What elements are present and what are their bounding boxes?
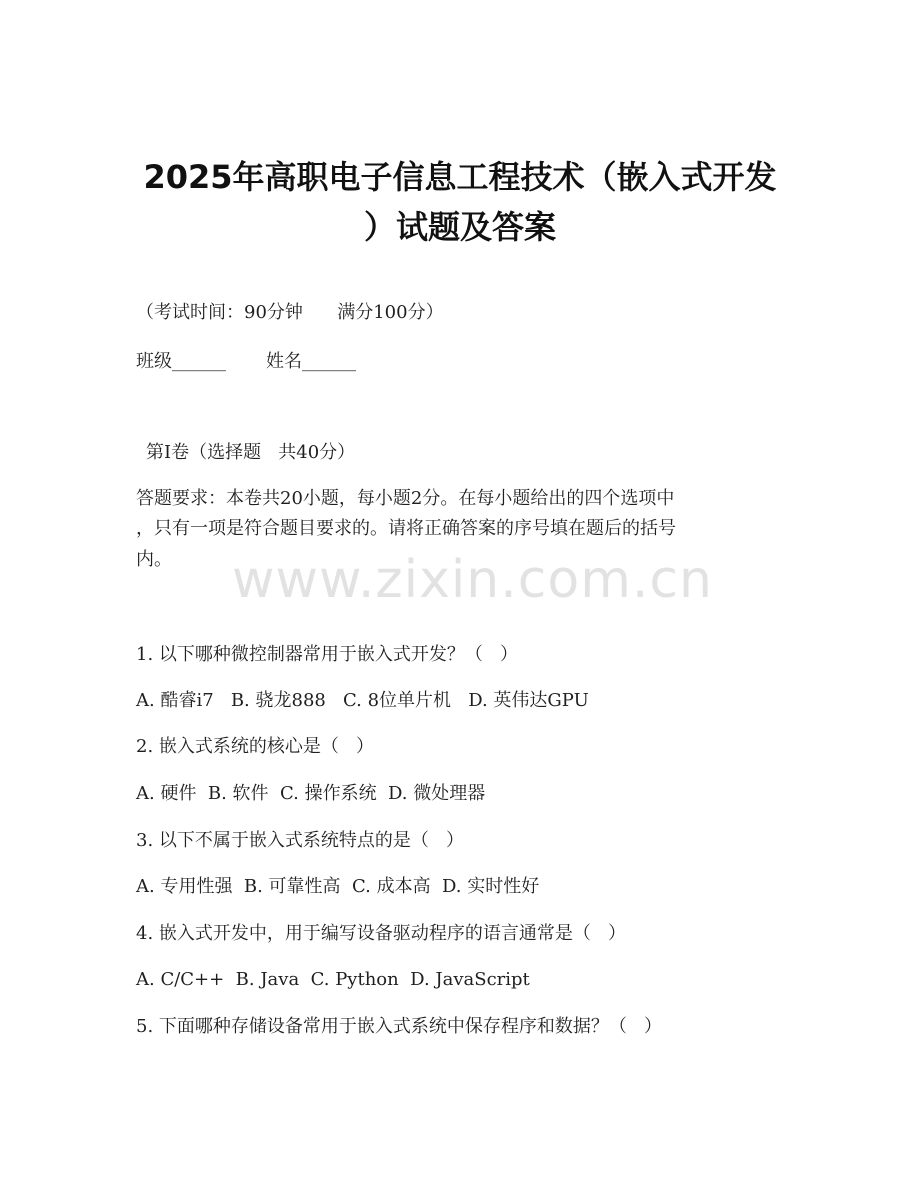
instructions-line-3: 内。 <box>136 549 172 570</box>
question-3-stem: 3. 以下不属于嵌入式系统特点的是（ ） <box>136 830 465 851</box>
instructions-line-1: 答题要求：本卷共20小题，每小题2分。在每小题给出的四个选项中 <box>136 488 675 509</box>
question-4-options: A. C/C++ B. Java C. Python D. JavaScript <box>136 969 530 990</box>
question-5-stem: 5. 下面哪种存储设备常用于嵌入式系统中保存程序和数据？（ ） <box>136 1016 663 1037</box>
section-heading: 第Ⅰ卷（选择题 共40分） <box>146 442 356 463</box>
question-2-options: A. 硬件 B. 软件 C. 操作系统 D. 微处理器 <box>136 783 486 804</box>
page-title-line-2: ）试题及答案 <box>363 208 556 246</box>
page-title-line-1: 2025年高职电子信息工程技术（嵌入式开发 <box>143 158 777 196</box>
class-name-line: 班级______ 姓名______ <box>136 351 357 372</box>
exam-info: （考试时间：90分钟 满分100分） <box>136 302 444 323</box>
question-4-stem: 4. 嵌入式开发中，用于编写设备驱动程序的语言通常是（ ） <box>136 923 627 944</box>
instructions-line-2: ，只有一项是符合题目要求的。请将正确答案的序号填在题后的括号 <box>136 518 676 539</box>
question-2-stem: 2. 嵌入式系统的核心是（ ） <box>136 736 375 757</box>
question-3-options: A. 专用性强 B. 可靠性高 C. 成本高 D. 实时性好 <box>136 876 540 897</box>
question-1-options: A. 酷睿i7 B. 骁龙888 C. 8位单片机 D. 英伟达GPU <box>136 690 589 711</box>
question-1-stem: 1. 以下哪种微控制器常用于嵌入式开发？（ ） <box>136 644 519 665</box>
watermark: www.zixin.com.cn <box>232 550 713 610</box>
